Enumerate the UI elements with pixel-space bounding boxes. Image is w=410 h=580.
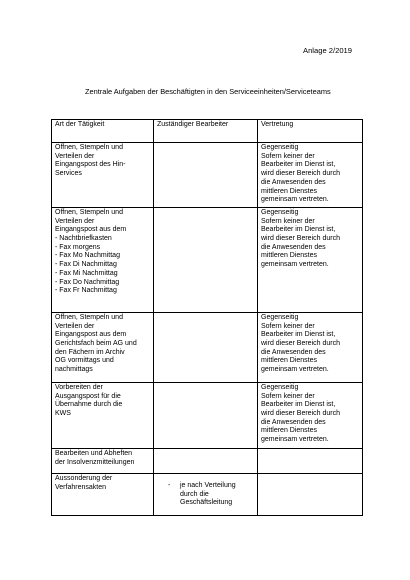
cell-taetigkeit — [52, 382, 154, 448]
table-row — [52, 143, 363, 208]
table-header-row — [52, 120, 363, 143]
cell-bearbeiter — [154, 207, 258, 312]
bearbeiter-text — [180, 482, 236, 508]
task-table — [51, 119, 363, 516]
taetigkeit-line: OG vormittags und — [55, 357, 114, 365]
taetigkeit-line: der Insolvenzmitteilungen — [55, 458, 135, 466]
taetigkeit-line: Übernahme durch die — [55, 401, 123, 409]
vertretung-line: mittleren Dienstes — [261, 357, 318, 365]
column-header-vertretung: Vertretung — [258, 120, 363, 143]
vertretung-line: gemeinsam vertreten. — [261, 261, 329, 269]
table-row — [52, 312, 363, 382]
taetigkeit-line: Eingangspost aus dem — [55, 226, 127, 234]
cell-taetigkeit — [52, 448, 154, 473]
document-title: Zentrale Aufgaben der Beschäftigten in den Serviceeinheiten/Serviceteams — [85, 87, 331, 96]
vertretung-line: die Anwesenden des — [261, 178, 326, 186]
taetigkeit-line: nachmittags — [55, 366, 93, 374]
column-header-taetigkeit: Art der Tätigkeit — [52, 120, 154, 143]
cell-taetigkeit — [52, 143, 154, 208]
taetigkeit-line: Aussonderung der — [55, 474, 113, 482]
cell-bearbeiter — [154, 312, 258, 382]
vertretung-line: Bearbeiter im Dienst ist, — [261, 401, 336, 409]
vertretung-line: gemeinsam vertreten. — [261, 366, 329, 374]
vertretung-line: mittleren Dienstes — [261, 427, 318, 435]
taetigkeit-line: Ausgangspost für die — [55, 392, 121, 400]
taetigkeit-line: Verteilen der — [55, 322, 95, 330]
bullet-dash: - — [168, 481, 171, 489]
taetigkeit-line: Verteilen der — [55, 217, 95, 225]
table-row — [52, 382, 363, 448]
cell-bearbeiter — [154, 143, 258, 208]
taetigkeit-line: Eingangspost des Hin- — [55, 161, 126, 169]
vertretung-line: wird dieser Bereich durch — [261, 340, 340, 348]
taetigkeit-line: den Fächern im Archiv — [55, 348, 125, 356]
bearbeiter-line: durch die — [180, 490, 209, 498]
vertretung-line: Gegenseitig — [261, 313, 299, 321]
cell-vertretung — [258, 143, 363, 208]
cell-taetigkeit — [52, 207, 154, 312]
taetigkeit-line: - Fax Fr Nachmittag — [55, 287, 117, 295]
taetigkeit-line: Vorbereiten der — [55, 383, 103, 391]
attachment-number: Anlage 2/2019 — [303, 46, 352, 55]
taetigkeit-line: Gerichtsfach beim AG und — [55, 340, 137, 348]
vertretung-line: die Anwesenden des — [261, 348, 326, 356]
vertretung-line: Bearbeiter im Dienst ist, — [261, 331, 336, 339]
column-header-bearbeiter: Zuständiger Bearbeiter — [154, 120, 258, 143]
cell-bearbeiter — [154, 473, 258, 515]
vertretung-line: Gegenseitig — [261, 208, 299, 216]
taetigkeit-line: Öffnen, Stempeln und — [55, 313, 123, 321]
taetigkeit-line: Services — [55, 170, 82, 178]
taetigkeit-line: Eingangspost aus dem — [55, 331, 127, 339]
taetigkeit-line: Verfahrensakten — [55, 483, 106, 491]
cell-vertretung — [258, 473, 363, 515]
vertretung-line: Bearbeiter im Dienst ist, — [261, 226, 336, 234]
taetigkeit-line: Verteilen der — [55, 152, 95, 160]
vertretung-line: gemeinsam vertreten. — [261, 436, 329, 444]
bearbeiter-line: je nach Verteilung — [180, 481, 236, 489]
vertretung-line: Gegenseitig — [261, 144, 299, 151]
taetigkeit-line: - Fax Mo Nachmittag — [55, 252, 120, 260]
vertretung-line: Bearbeiter im Dienst ist, — [261, 161, 336, 169]
vertretung-line: wird dieser Bereich durch — [261, 170, 340, 178]
taetigkeit-line: KWS — [55, 410, 71, 418]
vertretung-line: mittleren Dienstes — [261, 187, 318, 195]
vertretung-line: wird dieser Bereich durch — [261, 410, 340, 418]
taetigkeit-line: Öffnen, Stempeln und — [55, 144, 123, 151]
vertretung-line: Gegenseitig — [261, 383, 299, 391]
cell-vertretung — [258, 448, 363, 473]
cell-taetigkeit — [52, 312, 154, 382]
taetigkeit-line: - Fax Mi Nachmittag — [55, 269, 118, 277]
vertretung-line: die Anwesenden des — [261, 243, 326, 251]
taetigkeit-line: - Fax Do Nachmittag — [55, 278, 120, 286]
cell-vertretung — [258, 312, 363, 382]
vertretung-line: Sofern keiner der — [261, 392, 315, 400]
taetigkeit-line: Öffnen, Stempeln und — [55, 208, 123, 216]
vertretung-line: gemeinsam vertreten. — [261, 196, 329, 204]
taetigkeit-line: Bearbeiten und Abheften — [55, 449, 133, 457]
cell-vertretung — [258, 382, 363, 448]
cell-vertretung — [258, 207, 363, 312]
cell-bearbeiter — [154, 448, 258, 473]
vertretung-line: Sofern keiner der — [261, 152, 315, 160]
table-row — [52, 473, 363, 515]
vertretung-line: mittleren Dienstes — [261, 252, 318, 260]
cell-taetigkeit — [52, 473, 154, 515]
table-row — [52, 448, 363, 473]
vertretung-line: die Anwesenden des — [261, 418, 326, 426]
vertretung-line: Sofern keiner der — [261, 322, 315, 330]
bearbeiter-line: Geschäftsleitung — [180, 499, 233, 507]
table-row — [52, 207, 363, 312]
taetigkeit-line: - Fax Di Nachmittag — [55, 261, 117, 269]
vertretung-line: wird dieser Bereich durch — [261, 235, 340, 243]
taetigkeit-line: - Fax morgens — [55, 243, 101, 251]
vertretung-line: Sofern keiner der — [261, 217, 315, 225]
cell-bearbeiter — [154, 382, 258, 448]
bearbeiter-bullet — [168, 482, 254, 508]
taetigkeit-line: - Nachtbriefkasten — [55, 235, 112, 243]
